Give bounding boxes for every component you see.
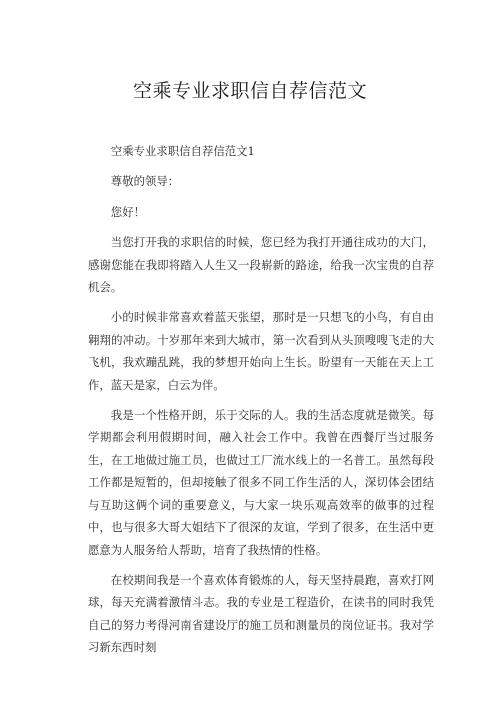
paragraph-heading: 空乘专业求职信自荐信范文1	[110, 144, 255, 158]
document-title: 空乘专业求职信自荐信范文	[132, 80, 367, 102]
paragraph-school: 在校期间我是一个喜欢体育锻炼的人，每天坚持晨跑，喜欢打网球，每天充满着激情斗志。我的专业是工程造价，在读书的同时我凭自己的努力考得河南省建设厅的施工员和测量员的岗位证书。我对学习新东西时刻	[88, 572, 434, 655]
paragraph-opening: 当您打开我的求职信的时候，您已经为我打开通往成功的大门，感谢您能在我即将踏入人生又一段崭新的路途，给我一次宝贵的自荐机会。	[88, 235, 434, 295]
document-body	[88, 140, 434, 667]
paragraph-personality: 我是一个性格开朗，乐于交际的人。我的生活态度就是微笑。每学期都会利用假期时间，融入社会工作中。我曾在西餐厅当过服务生，在工地做过施工员，也做过工厂流水线上的一名普工。虽然每段工作都是短暂的，但却接触了很多不同工作生活的人，深切体会团结与互助这俩个词的重要意义，与大家一块乐观高效率的做事的过程中，也与很多大哥大姐结下了很深的友谊，学到了很多，在生活中更愿意为人服务给人帮助，培育了我热情的性格。	[88, 408, 434, 557]
paragraph-childhood: 小的时候非常喜欢着蓝天张望，那时是一只想飞的小鸟，有自由翱翔的冲动。十岁那年来到大城市，第一次看到从头顶嗖嗖飞走的大飞机，我欢蹦乱跳，我的梦想开始向上生长。盼望有一天能在天上工作，蓝天是家，白云为伴。	[88, 310, 434, 392]
paragraph-salutation: 尊敬的领导：	[110, 174, 180, 189]
paragraph-greeting: 您好！	[110, 204, 145, 219]
